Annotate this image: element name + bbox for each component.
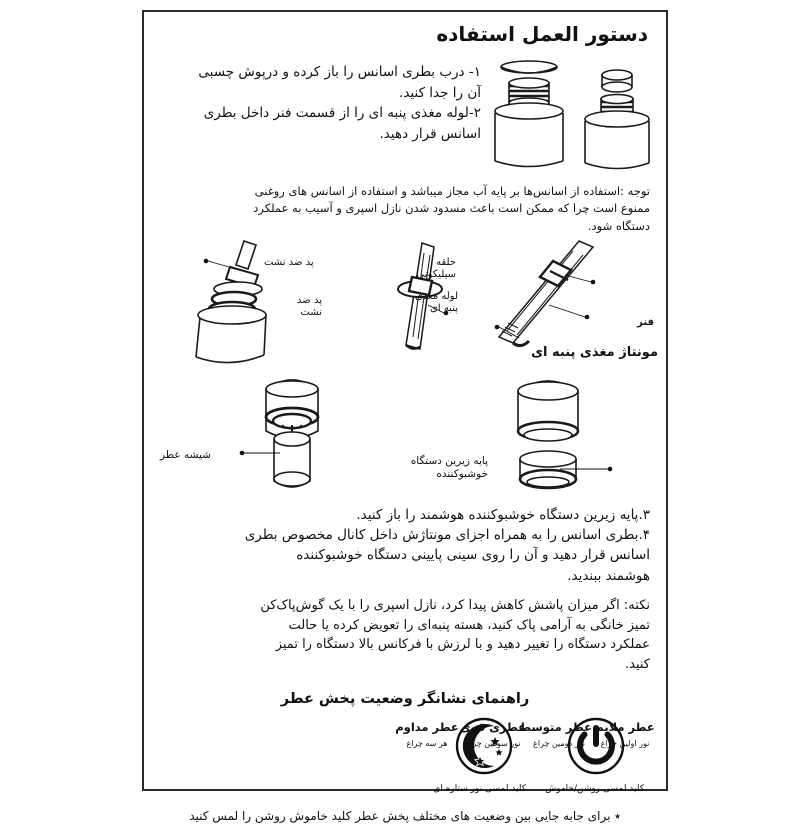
tip-line-2: تمیز خانگی به آرامی پاک کنید، هسته پنبه‌ای را تعویض کرده یا حالت — [288, 617, 650, 633]
legend-level-0: عطر ملایم نور اولین چراغ — [595, 719, 655, 748]
label-perfume-bottle: شیشه عطر — [160, 448, 211, 461]
step-line-4b: اسانس قرار دهید و آن را روی سینی پایینی دستگاه خوشبوکننده — [296, 547, 650, 564]
label-silicone-ring: حلقه سیلیکونی — [416, 256, 456, 281]
step-line-1: ۱- درب بطری اسانس را باز کرده و درپوش چسبی — [198, 64, 481, 80]
switch-captions — [144, 782, 666, 802]
essence-bottle-cap-removal-diagram — [481, 53, 666, 177]
step-line-3a: ۳.پایه زیرین دستگاه خوشبوکننده هوشمند را باز کنید. — [356, 506, 650, 523]
warning-line-1: توجه :استفاده از اسانس‌ها بر پایه آب مجاز میباشد و استفاده از اسانس های روغنی — [254, 184, 650, 198]
step-line-3: ۲-لوله مغذی پنبه ای را از قسمت فنر داخل بطری — [203, 105, 481, 122]
tip-section — [144, 586, 666, 675]
legend-level-3: عطر مداوم هر سه چراغ — [395, 719, 459, 748]
step-line-2: آن را جدا کنید. — [399, 84, 481, 101]
diffuser-base-diagram — [488, 369, 618, 501]
tip-line-1: نکته: اگر میزان پاشش کاهش پیدا کرد، نازل اسپری را با یک گوش‌پاک‌کن — [260, 597, 650, 613]
warning-line-3: دستگاه شود. — [587, 218, 650, 233]
wick-assembly-section — [144, 239, 666, 369]
label-wick-tube: لوله مغذی پنبه ای — [414, 290, 458, 315]
label-anti-leak-pad-lower: پد ضد نشت — [297, 294, 322, 319]
wick-assembly-heading: مونتاژ مغذی پنبه ای — [531, 344, 658, 360]
step-one-text — [144, 53, 481, 145]
tip-line-4: کنید. — [625, 657, 650, 672]
device-diagram-section — [144, 369, 666, 501]
step-line-4a: ۴.بطری اسانس را به همراه اجزای مونتاژش داخل کانال مخصوص بطری — [244, 527, 650, 543]
perfume-bottle-diagram — [230, 369, 350, 501]
legend-level-1: عطر متوسط نور دومین چراغ — [519, 719, 592, 748]
label-anti-leak-pad-top: پد ضد نشت — [264, 256, 314, 268]
step-line-4: اسانس قرار دهید. — [379, 125, 481, 142]
steps-section — [144, 501, 666, 586]
legend-title: راهنمای نشانگر وضعیت پخش عطر — [280, 690, 530, 707]
step-line-4c: هوشمند ببندید. — [567, 567, 650, 584]
footer-note: ٭ برای جابه جایی بین وضعیت های مختلف پخش عطر کلید خاموش روشن را لمس کنید — [189, 808, 621, 823]
tip-line-3: عملکرد دستگاه را تغییر دهید و با لرزش با فرکانس بالا دستگاه را تمیز — [275, 637, 650, 653]
page-title: دستور العمل استفاده — [436, 22, 648, 46]
warning-line-2: ممنوع است چرا که ممکن است باعث مسدود شدن نازل اسپری و آسیب به عملکرد — [253, 201, 650, 216]
caption-star-switch: کلید لمسی نور ستاره ای — [433, 783, 526, 794]
caption-power-switch: کلید لمسی روشن/خاموش — [545, 783, 644, 794]
warning-note — [144, 177, 666, 235]
perfume-level-legend — [394, 720, 658, 748]
label-spring: فنر — [637, 316, 654, 328]
instruction-sheet — [142, 10, 668, 823]
step-one-section — [144, 53, 666, 177]
legend-level-2: عطری قوی نور سومین چراغ — [459, 719, 526, 748]
wick-tube-diagram — [461, 239, 611, 361]
label-diffuser-base: پایه زیرین دستگاه خوشبوکننده — [410, 454, 488, 481]
legend-section — [144, 716, 666, 778]
